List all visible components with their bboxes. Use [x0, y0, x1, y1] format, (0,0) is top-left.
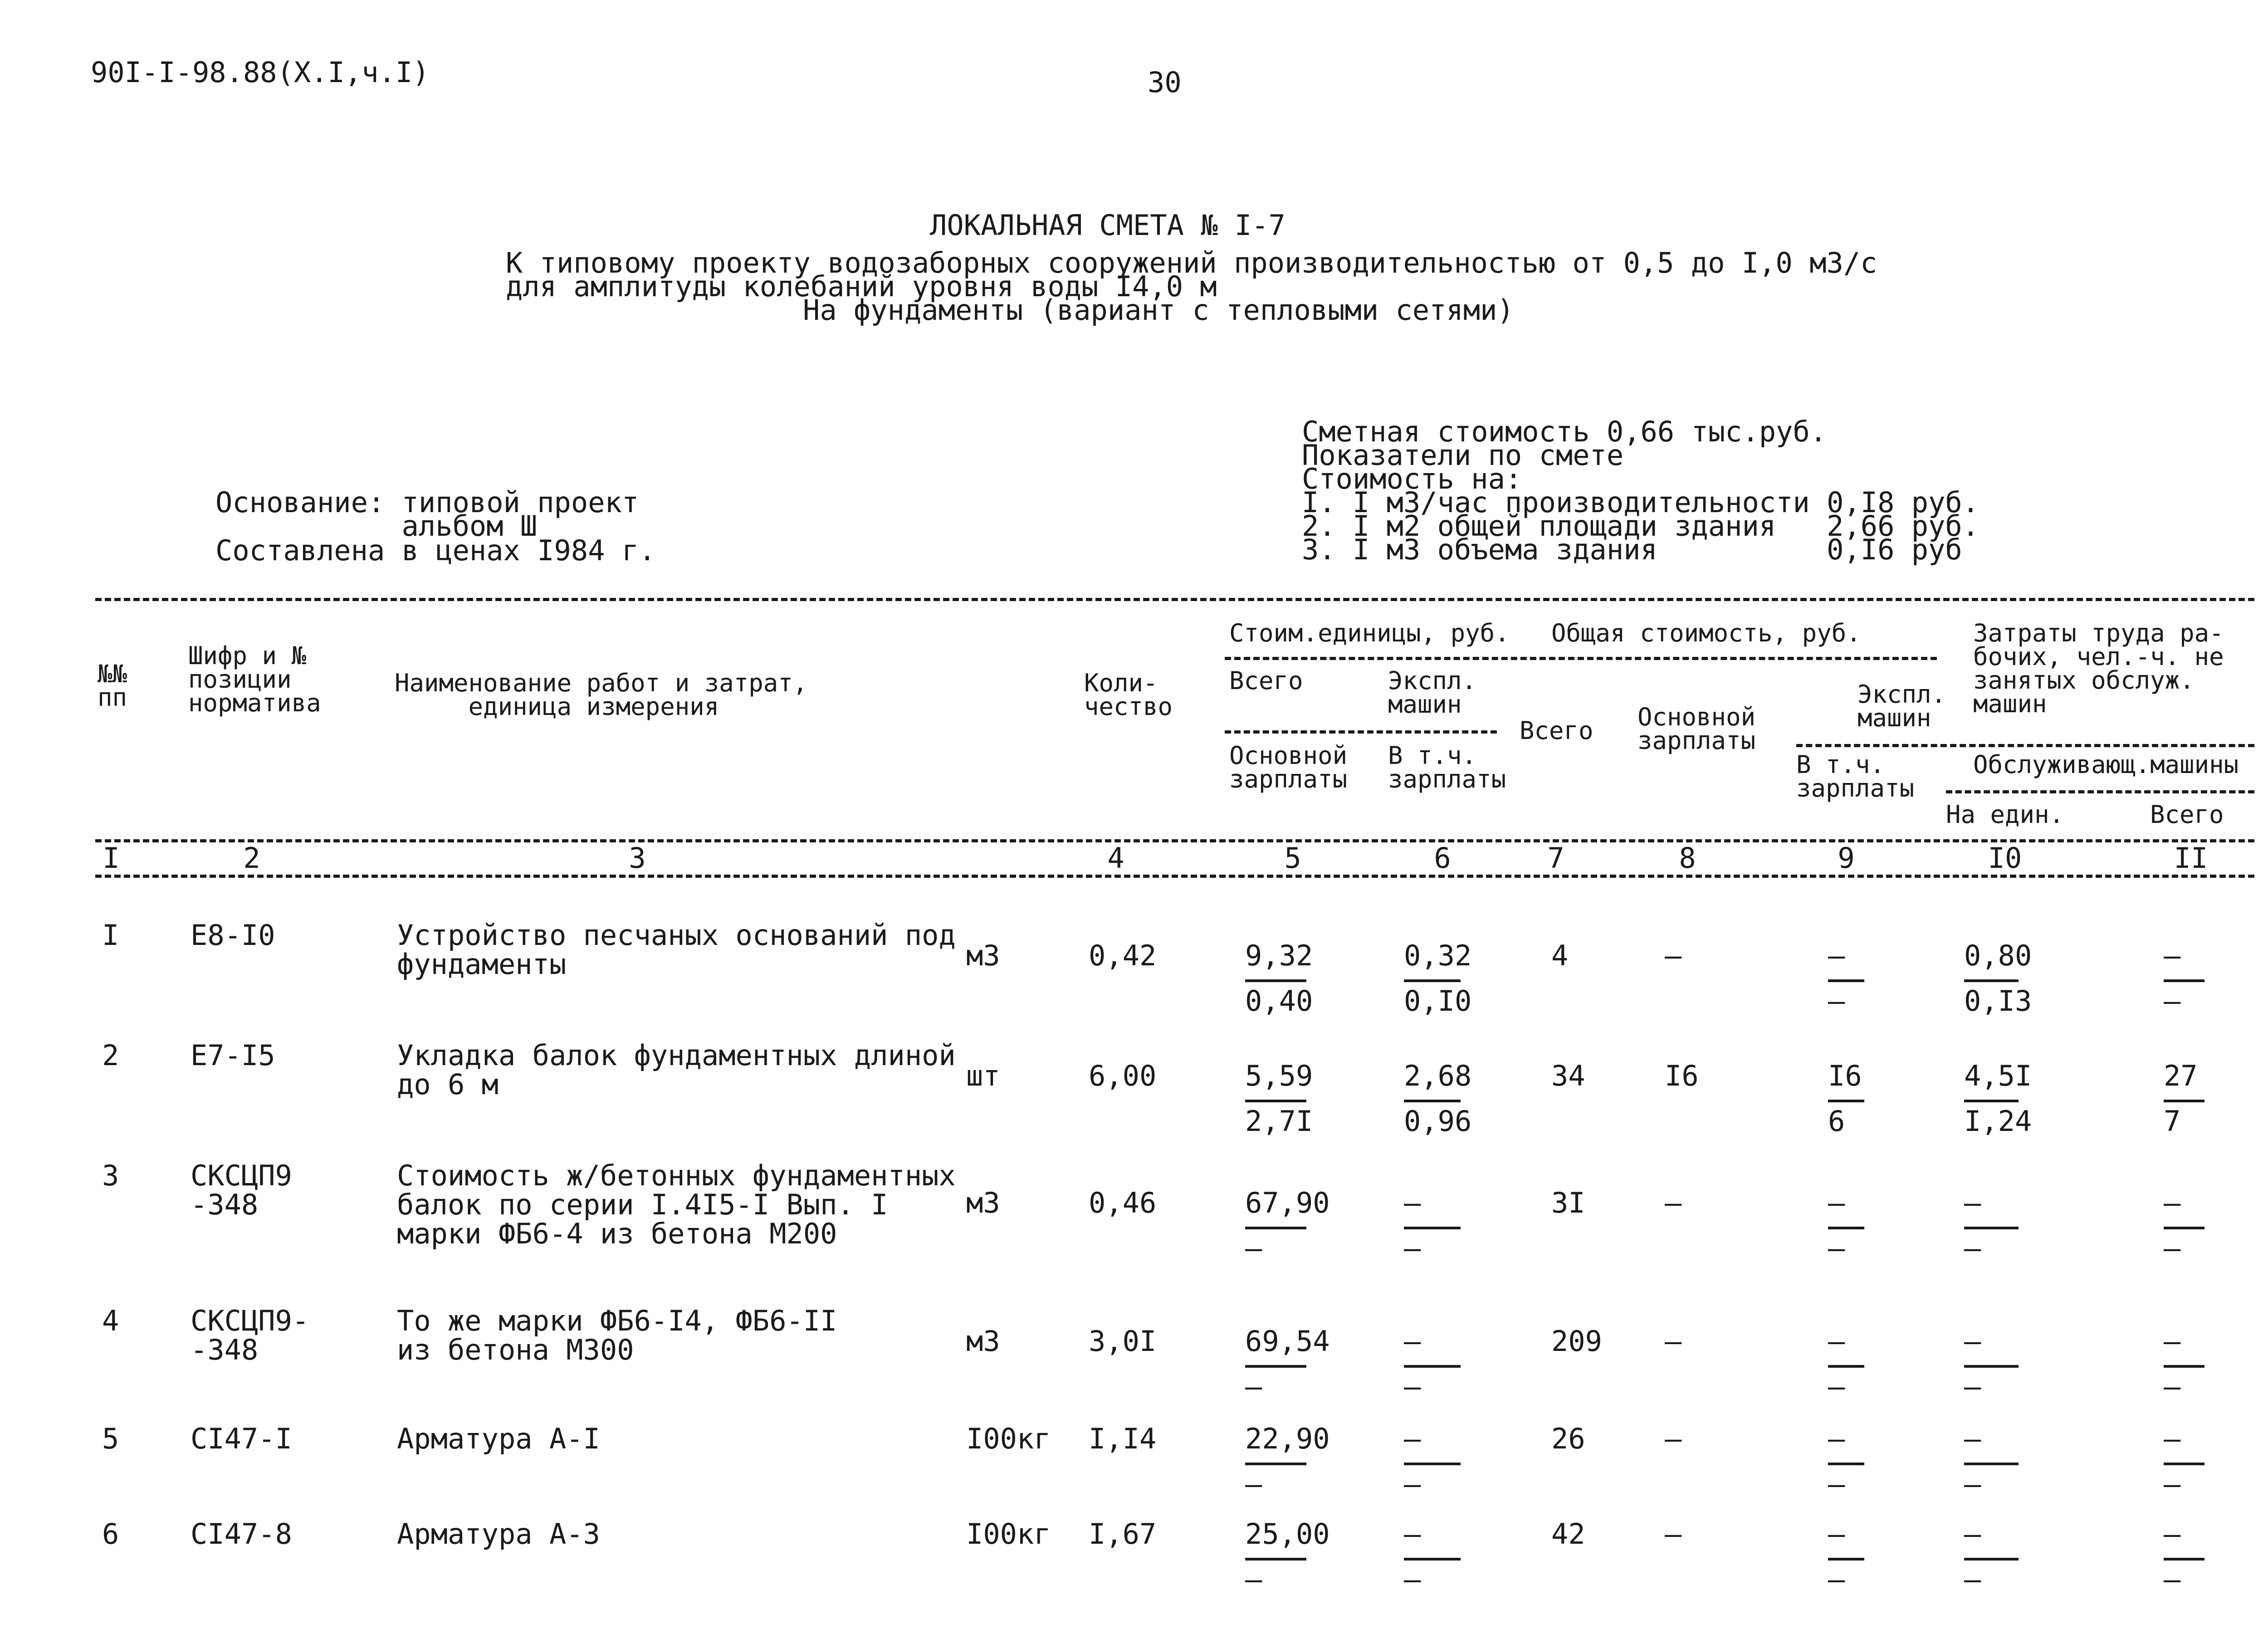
header-col-2: Шифр и № позиции норматива [188, 641, 321, 717]
cost-info-2: Показатели по смете [1302, 439, 1624, 472]
row-labor-total-fraction-bar [2164, 1365, 2204, 1368]
row-quantity: I,I4 [1089, 1422, 1157, 1455]
row-labor-total-numerator: – [2164, 1186, 2181, 1219]
row-labor-per-unit-numerator: 4,5I [1964, 1059, 2032, 1092]
row-total-machine-fraction-bar [1828, 1365, 1864, 1368]
row-labor-per-unit-denominator: 0,I3 [1964, 984, 2032, 1018]
header-col-4: Коли- чество [1084, 669, 1173, 721]
header-rule-6 [95, 839, 2254, 842]
row-unit-cost-total-denominator: – [1245, 1232, 1262, 1265]
row-unit-cost-machine-denominator: – [1404, 1468, 1421, 1501]
header-serving-machines: Обслуживающ.машины [1973, 750, 2239, 779]
row-total-cost: 34 [1551, 1059, 1585, 1092]
row-labor-total-fraction-bar [2164, 1100, 2204, 1102]
row-total-machine-numerator: – [1828, 1186, 1845, 1219]
subtitle-line-2: для амплитуды колебаний уровня воды I4,0 м [506, 270, 1217, 303]
row-name: То же марки ФБ6-I4, ФБ6-II из бетона М300 [397, 1304, 837, 1366]
row-total-cost: 3I [1551, 1186, 1585, 1219]
row-total-machine-denominator: – [1828, 1370, 1845, 1403]
row-unit-cost-machine-fraction-bar [1404, 1227, 1461, 1229]
row-labor-per-unit-numerator: – [1964, 1325, 1981, 1358]
row-labor-per-unit-numerator: – [1964, 1422, 1981, 1455]
row-total-base-wage: – [1665, 1517, 1682, 1551]
basis-line-1: Основание: типовой проект [215, 486, 639, 519]
header-rule-4 [1796, 744, 2254, 747]
colnum-8: 8 [1679, 841, 1696, 875]
row-code: СКСЦП9- -348 [191, 1304, 309, 1366]
row-unit-cost-total-numerator: 69,54 [1245, 1325, 1330, 1358]
row-total-cost: 4 [1551, 939, 1569, 972]
row-unit-cost-total-numerator: 5,59 [1245, 1059, 1313, 1092]
row-labor-per-unit-fraction-bar [1964, 979, 2019, 982]
row-total-machine-denominator: – [1828, 984, 1845, 1018]
row-total-base-wage: – [1665, 1325, 1682, 1358]
row-name: Арматура А-3 [397, 1517, 600, 1551]
subtitle-line-3: На фундаменты (вариант с тепловыми сетями) [803, 294, 1514, 327]
row-labor-total-numerator: – [2164, 939, 2181, 972]
page-number: 30 [1148, 66, 1182, 99]
row-labor-per-unit-fraction-bar [1964, 1365, 2019, 1368]
row-total-cost: 42 [1551, 1517, 1585, 1551]
row-total-machine-fraction-bar [1828, 1227, 1864, 1229]
row-unit-cost-machine-numerator: 2,68 [1404, 1059, 1472, 1092]
row-unit-cost-machine-numerator: – [1404, 1422, 1421, 1455]
row-name: Арматура А-I [397, 1422, 600, 1455]
row-unit-cost-machine-fraction-bar [1404, 1100, 1461, 1102]
row-unit-cost-total-denominator: 0,40 [1245, 984, 1313, 1018]
row-unit-cost-machine-numerator: 0,32 [1404, 939, 1472, 972]
row-labor-per-unit-fraction-bar [1964, 1463, 2019, 1465]
row-code: СКСЦП9 -348 [191, 1159, 292, 1221]
row-unit-cost-total-denominator: – [1245, 1370, 1262, 1403]
row-total-machine-denominator: 6 [1828, 1105, 1845, 1138]
row-labor-per-unit-denominator: – [1964, 1370, 1981, 1403]
row-unit: шт [966, 1059, 1000, 1092]
row-labor-total-numerator: 27 [2164, 1059, 2198, 1092]
row-unit-cost-machine-numerator: – [1404, 1325, 1421, 1358]
row-unit-cost-total-numerator: 67,90 [1245, 1186, 1330, 1219]
row-total-machine-numerator: – [1828, 939, 1845, 972]
row-labor-per-unit-fraction-bar [1964, 1100, 2019, 1102]
row-unit-cost-total-denominator: – [1245, 1563, 1262, 1596]
row-total-machine-fraction-bar [1828, 979, 1864, 982]
header-tc-base-wage: Основной зарплаты [1637, 703, 1756, 755]
header-rule-5 [1946, 790, 2254, 793]
row-total-base-wage: – [1665, 1422, 1682, 1455]
header-uc-base-wage: Основной зарплаты [1229, 741, 1348, 793]
row-labor-total-denominator: – [2164, 1468, 2181, 1501]
row-labor-per-unit-fraction-bar [1964, 1558, 2019, 1561]
header-rule-2 [1225, 657, 1937, 660]
colnum-2: 2 [243, 841, 260, 875]
row-labor-total-fraction-bar [2164, 1463, 2204, 1465]
row-labor-total-fraction-bar [2164, 979, 2204, 982]
row-unit-cost-machine-denominator: – [1404, 1563, 1421, 1596]
header-top-rule [95, 598, 2254, 601]
header-labor-total: Всего [2150, 800, 2224, 829]
row-name: Укладка балок фундаментных длиной до 6 м [397, 1039, 956, 1101]
row-code: СI47-I [191, 1422, 292, 1455]
row-total-machine-fraction-bar [1828, 1100, 1864, 1102]
row-unit: м3 [966, 1325, 1000, 1358]
row-number: 4 [102, 1304, 119, 1337]
colnum-7: 7 [1547, 841, 1564, 875]
row-quantity: I,67 [1089, 1517, 1157, 1551]
header-per-unit: На един. [1946, 800, 2064, 829]
row-unit: м3 [966, 939, 1000, 972]
document-title: ЛОКАЛЬНАЯ СМЕТА № I-7 [930, 209, 1286, 242]
row-unit-cost-total-fraction-bar [1245, 1227, 1306, 1229]
row-unit-cost-total-denominator: 2,7I [1245, 1105, 1313, 1138]
colnum-5: 5 [1284, 841, 1301, 875]
row-total-base-wage: – [1665, 1186, 1682, 1219]
row-code: СI47-8 [191, 1517, 292, 1551]
colnum-11: II [2174, 841, 2208, 875]
row-labor-total-numerator: – [2164, 1325, 2181, 1358]
row-labor-per-unit-denominator: – [1964, 1563, 1981, 1596]
row-number: 3 [102, 1159, 119, 1192]
row-total-machine-numerator: – [1828, 1517, 1845, 1551]
header-tc-total: Всего [1520, 716, 1593, 745]
row-number: 5 [102, 1422, 119, 1455]
row-total-machine-fraction-bar [1828, 1463, 1864, 1465]
colnum-9: 9 [1838, 841, 1855, 875]
row-labor-per-unit-numerator: – [1964, 1186, 1981, 1219]
row-name: Стоимость ж/бетонных фундаментных балок по серии I.4I5-I Вып. I марки ФБ6-4 из бетона М200 [397, 1159, 956, 1250]
row-unit-cost-machine-fraction-bar [1404, 979, 1461, 982]
header-total-cost: Общая стоимость, руб. [1551, 619, 1861, 647]
row-unit-cost-machine-denominator: – [1404, 1232, 1421, 1265]
row-unit-cost-machine-numerator: – [1404, 1517, 1421, 1551]
row-labor-per-unit-numerator: 0,80 [1964, 939, 2032, 972]
row-unit-cost-total-numerator: 22,90 [1245, 1422, 1330, 1455]
colnum-10: I0 [1988, 841, 2022, 875]
subtitle-line-1: К типовому проекту водозаборных сооружений производительностью от 0,5 до I,0 м3/с [506, 246, 1877, 279]
cost-info-5: 2. I м2 общей площади здания 2,66 руб. [1302, 509, 1980, 543]
row-labor-total-numerator: – [2164, 1422, 2181, 1455]
header-tc-machine-wage: В т.ч. зарплаты [1796, 750, 1915, 802]
row-total-base-wage: – [1665, 939, 1682, 972]
row-labor-per-unit-fraction-bar [1964, 1227, 2019, 1229]
row-total-machine-denominator: – [1828, 1468, 1845, 1501]
row-unit-cost-machine-denominator: 0,96 [1404, 1105, 1472, 1138]
row-code: Е7-I5 [191, 1039, 275, 1072]
colnum-3: 3 [629, 841, 646, 875]
row-labor-total-denominator: – [2164, 1563, 2181, 1596]
row-labor-total-fraction-bar [2164, 1227, 2204, 1229]
basis-line-2: альбом Ш [215, 509, 538, 543]
row-labor-total-denominator: – [2164, 1370, 2181, 1403]
row-number: 2 [102, 1039, 119, 1072]
row-unit-cost-machine-numerator: – [1404, 1186, 1421, 1219]
cost-info-4: I. I м3/час производительности 0,I8 руб. [1302, 486, 1980, 519]
row-unit-cost-total-numerator: 25,00 [1245, 1517, 1330, 1551]
row-unit-cost-machine-fraction-bar [1404, 1463, 1461, 1465]
cost-info-3: Стоимость на: [1302, 462, 1522, 495]
colnum-6: 6 [1434, 841, 1451, 875]
row-total-machine-fraction-bar [1828, 1558, 1864, 1561]
row-unit-cost-total-denominator: – [1245, 1468, 1262, 1501]
document-code: 90I-I-98.88(X.I,ч.I) [91, 56, 430, 89]
header-uc-machine-wage: В т.ч. зарплаты [1388, 741, 1506, 793]
basis-line-3: Составлена в ценах I984 г. [215, 534, 656, 567]
row-total-cost: 26 [1551, 1422, 1585, 1455]
row-labor-total-denominator: – [2164, 1232, 2181, 1265]
header-labor: Затраты труда ра- бочих, чел.-ч. не занятых обслуж. машин [1973, 619, 2224, 718]
row-unit-cost-total-fraction-bar [1245, 1365, 1306, 1368]
colnum-4: 4 [1107, 841, 1124, 875]
row-labor-per-unit-denominator: – [1964, 1232, 1981, 1265]
row-unit-cost-machine-denominator: – [1404, 1370, 1421, 1403]
row-total-machine-numerator: – [1828, 1422, 1845, 1455]
row-unit-cost-machine-denominator: 0,I0 [1404, 984, 1472, 1018]
row-unit-cost-machine-fraction-bar [1404, 1365, 1461, 1368]
row-labor-total-denominator: 7 [2164, 1105, 2181, 1138]
row-labor-total-numerator: – [2164, 1517, 2181, 1551]
row-quantity: 0,42 [1089, 939, 1157, 972]
row-unit-cost-total-fraction-bar [1245, 1463, 1306, 1465]
row-unit: I00кг [966, 1422, 1051, 1455]
row-number: 6 [102, 1517, 119, 1551]
row-unit-cost-total-fraction-bar [1245, 979, 1306, 982]
row-labor-per-unit-denominator: I,24 [1964, 1105, 2032, 1138]
row-quantity: 0,46 [1089, 1186, 1157, 1219]
row-unit-cost-total-numerator: 9,32 [1245, 939, 1313, 972]
row-unit: I00кг [966, 1517, 1051, 1551]
row-code: Е8-I0 [191, 919, 275, 952]
row-total-machine-denominator: – [1828, 1232, 1845, 1265]
row-quantity: 3,0I [1089, 1325, 1157, 1358]
cost-info-6: 3. I м3 объема здания 0,I6 руб [1302, 533, 1962, 566]
header-col-3: Наименование работ и затрат, единица измерения [395, 669, 808, 721]
header-tc-machine: Экспл. машин [1857, 680, 1946, 732]
row-total-cost: 209 [1551, 1325, 1602, 1358]
row-labor-per-unit-denominator: – [1964, 1468, 1981, 1501]
row-unit-cost-machine-fraction-bar [1404, 1558, 1461, 1561]
header-uc-machine: Экспл. машин [1388, 666, 1477, 719]
row-total-machine-numerator: I6 [1828, 1059, 1862, 1092]
row-labor-per-unit-numerator: – [1964, 1517, 1981, 1551]
colnum-1: I [103, 841, 120, 875]
row-total-machine-denominator: – [1828, 1563, 1845, 1596]
row-name: Устройство песчаных оснований под фундаменты [397, 919, 956, 981]
row-total-machine-numerator: – [1828, 1325, 1845, 1358]
row-unit-cost-total-fraction-bar [1245, 1100, 1306, 1102]
header-rule-7 [95, 875, 2254, 878]
header-uc-total: Всего [1229, 666, 1303, 695]
row-total-base-wage: I6 [1665, 1059, 1699, 1092]
cost-info-1: Сметная стоимость 0,66 тыс.руб. [1302, 415, 1827, 448]
row-labor-total-fraction-bar [2164, 1558, 2204, 1561]
row-unit-cost-total-fraction-bar [1245, 1558, 1306, 1561]
header-rule-3 [1225, 730, 1497, 734]
row-number: I [102, 919, 119, 952]
row-quantity: 6,00 [1089, 1059, 1157, 1092]
row-labor-total-denominator: – [2164, 984, 2181, 1018]
row-unit: м3 [966, 1186, 1000, 1219]
header-unit-cost: Стоим.единицы, руб. [1229, 619, 1510, 647]
header-col-1: №№ пп [98, 660, 127, 712]
